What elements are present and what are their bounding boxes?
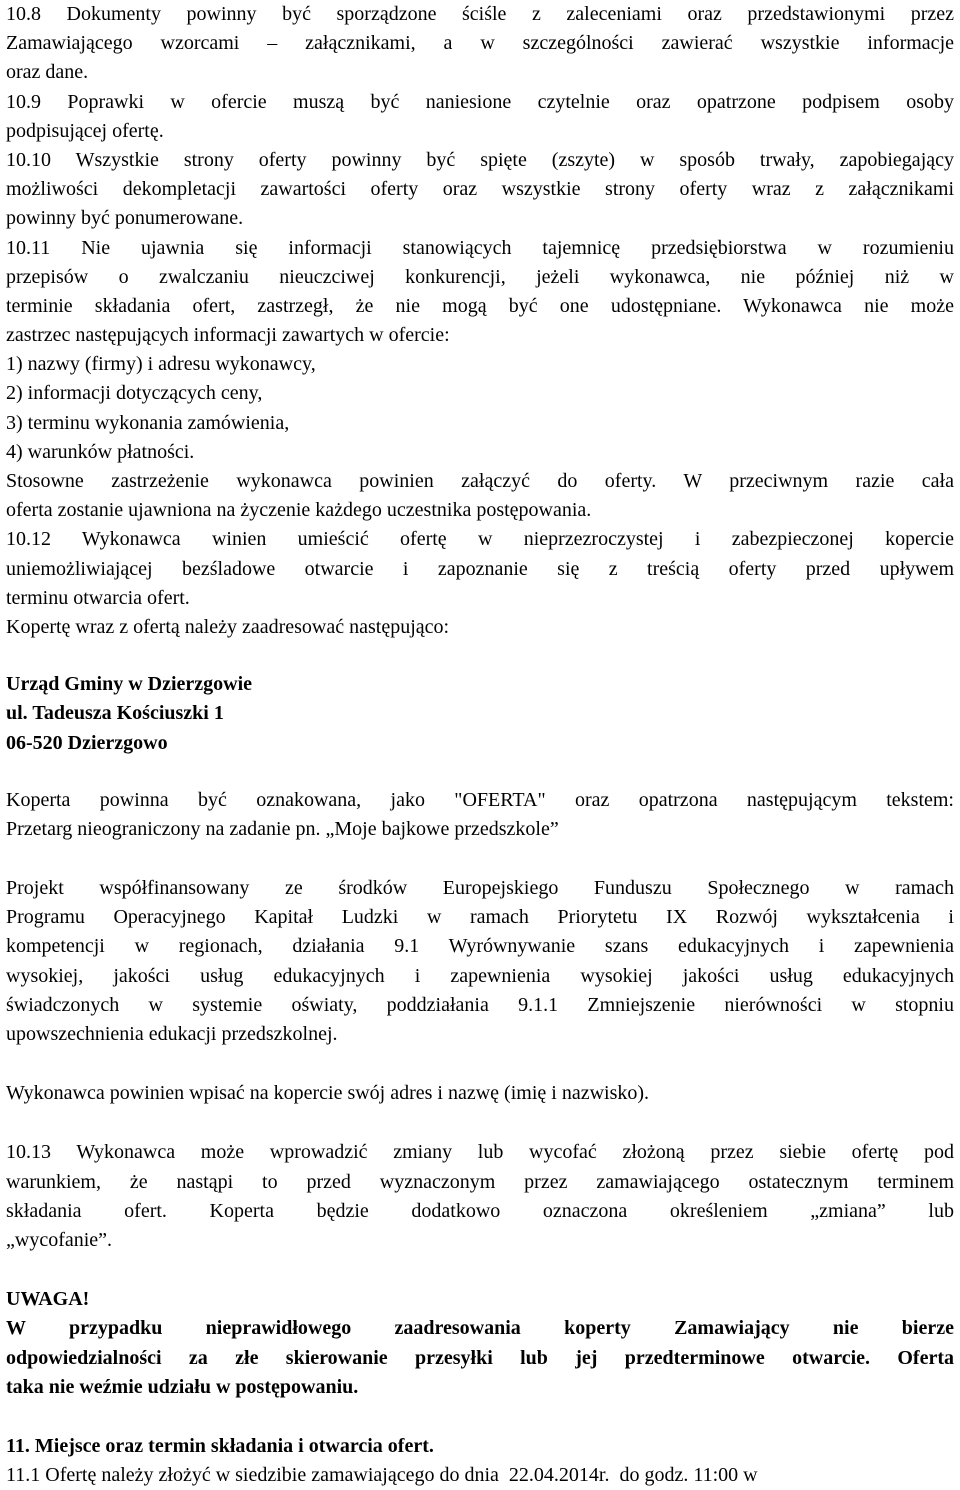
text-line: Projekt współfinansowany ze środków Europejskiego Funduszu Społecznego w ramach xyxy=(6,877,954,900)
document-page xyxy=(6,0,954,1490)
address-street: ul. Tadeusza Kościuszki 1 xyxy=(6,702,224,725)
warning-block xyxy=(6,1285,954,1402)
list-item: 1) nazwy (firmy) i adresu wykonawcy, xyxy=(6,353,316,376)
text-line: „wycofanie”. xyxy=(6,1228,113,1251)
text-line: oferta zostanie ujawniona na życzenie każdego uczestnika postępowania. xyxy=(6,499,592,522)
warning-line: W przypadku nieprawidłowego zaadresowania koperty Zamawiający nie bierze xyxy=(6,1317,954,1340)
text-line: Koperta powinna być oznakowana, jako "OFERTA" oraz opatrzona następującym tekstem: xyxy=(6,788,954,811)
text-line: 10.8 Dokumenty powinny być sporządzone ściśle z zaleceniami oraz przedstawionymi przez xyxy=(6,3,954,25)
text-line: przepisów o zwalczaniu nieuczciwej konkurencji, jeżeli wykonawca, nie później niż w xyxy=(6,265,954,288)
section-10-13 xyxy=(6,1138,954,1255)
text-line: Stosowne zastrzeżenie wykonawca powinien załączyć do oferty. W przeciwnym razie cała xyxy=(6,470,954,492)
text-line: wysokiej, jakości usług edukacyjnych i zapewnienia wysokiej jakości usług edukacyjnych xyxy=(6,964,954,987)
text-line: 10.12 Wykonawca winien umieścić ofertę w nieprzezroczystej i zabezpieczonej kopercie xyxy=(6,528,954,551)
spacer xyxy=(6,1049,954,1079)
address-block xyxy=(6,670,954,758)
text-line: 10.11 Nie ujawnia się informacji stanowiących tajemnicę przedsiębiorstwa w rozumieniu xyxy=(6,236,954,259)
list-item: 2) informacji dotyczących ceny, xyxy=(6,382,263,405)
section-11 xyxy=(6,1432,954,1490)
text-line: Programu Operacyjnego Kapitał Ludzki w ramach Priorytetu IX Rozwój wykształcenia i xyxy=(6,906,954,929)
text-line: kompetencji w regionach, działania 9.1 Wyrównywanie szans edukacyjnych i zapewnienia xyxy=(6,935,954,958)
section-10-8-to-10-12 xyxy=(6,0,954,642)
sender-note: Wykonawca powinien wpisać na kopercie swój adres i nazwę (imię i nazwisko). xyxy=(6,1082,650,1105)
spacer xyxy=(6,758,954,786)
text-line: terminie składania ofert, zastrzegł, że nie mogą być one udostępniane. Wykonawca nie może xyxy=(6,294,954,317)
list-item: 3) terminu wykonania zamówienia, xyxy=(6,411,290,434)
text-line: świadczonych w systemie oświaty, poddziałania 9.1.1 Zmniejszenie nierówności w stopniu xyxy=(6,993,954,1016)
text-line: upowszechnienia edukacji przedszkolnej. xyxy=(6,1023,338,1045)
warning-heading: UWAGA! xyxy=(6,1288,90,1311)
spacer xyxy=(6,1255,954,1285)
list-item: 4) warunków płatności. xyxy=(6,440,195,463)
text-line: 10.10 Wszystkie strony oferty powinny być spięte (zszyte) w sposób trwały, zapobiegający xyxy=(6,148,954,171)
spacer xyxy=(6,1108,954,1138)
text-line: oraz dane. xyxy=(6,61,89,84)
warning-line: odpowiedzialności za złe skierowanie przesyłki lub jej przedterminowe otwarcie. Oferta xyxy=(6,1346,954,1369)
address-city: 06-520 Dzierzgowo xyxy=(6,731,168,754)
text-line: 10.13 Wykonawca może wprowadzić zmiany lub wycofać złożoną przez siebie ofertę pod xyxy=(6,1141,954,1164)
text-line: podpisującej ofertę. xyxy=(6,119,164,142)
warning-line: taka nie weźmie udziału w postępowaniu. xyxy=(6,1375,359,1398)
section-heading: 11. Miejsce oraz termin składania i otwarcia ofert. xyxy=(6,1434,434,1457)
text-line: 11.1 Ofertę należy złożyć w siedzibie zamawiającego do dnia 22.04.2014r. do godz. 11:00 w xyxy=(6,1464,758,1487)
spacer xyxy=(6,1402,954,1432)
spacer xyxy=(6,844,954,874)
text-line: powinny być ponumerowane. xyxy=(6,207,244,230)
text-line: Przetarg nieograniczony na zadanie pn. „Moje bajkowe przedszkole” xyxy=(6,817,559,840)
text-line: terminu otwarcia ofert. xyxy=(6,586,190,609)
text-line: zastrzec następujących informacji zawartych w ofercie: xyxy=(6,324,450,347)
text-line: Kopertę wraz z ofertą należy zaadresować następująco: xyxy=(6,615,450,638)
envelope-marking xyxy=(6,786,954,844)
text-line: składania ofert. Koperta będzie dodatkowo oznaczona określeniem „zmiana” lub xyxy=(6,1199,954,1222)
text-line: uniemożliwiającej bezśladowe otwarcie i zapoznanie się z treścią oferty przed upływem xyxy=(6,557,954,580)
text-line: możliwości dekompletacji zawartości oferty oraz wszystkie strony oferty wraz z załącznikami xyxy=(6,178,954,201)
text-line: warunkiem, że nastąpi to przed wyznaczonym przez zamawiającego ostatecznym terminem xyxy=(6,1170,954,1193)
project-funding-note xyxy=(6,874,954,1049)
address-name: Urząd Gminy w Dzierzgowie xyxy=(6,673,253,696)
text-line: Zamawiającego wzorcami – załącznikami, a w szczególności zawierać wszystkie informacje xyxy=(6,32,954,55)
spacer xyxy=(6,642,954,670)
text-line: 10.9 Poprawki w ofercie muszą być naniesione czytelnie oraz opatrzone podpisem osoby xyxy=(6,90,954,113)
